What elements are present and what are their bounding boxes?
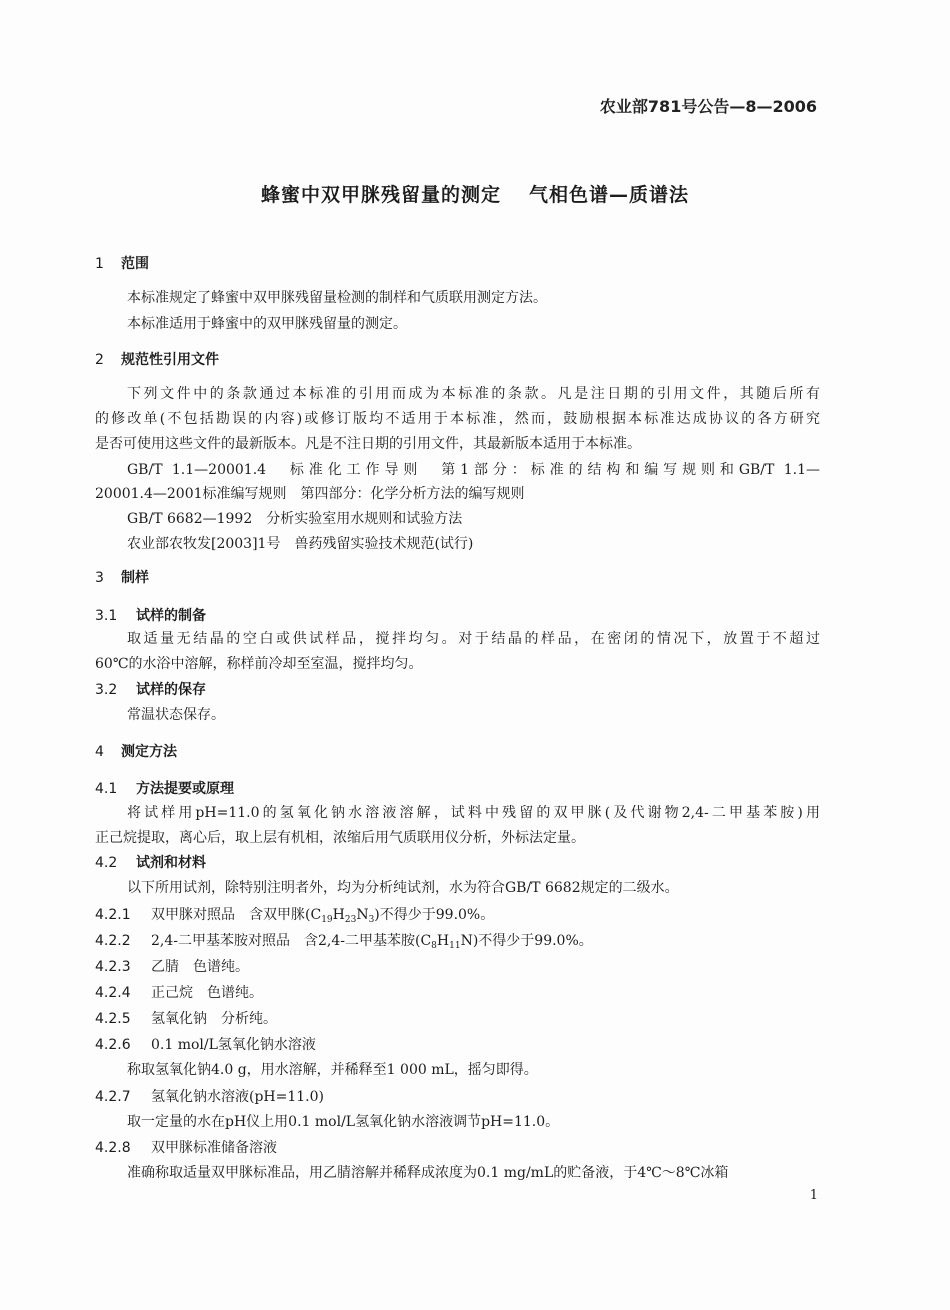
paragraph-line: 的修改单(不包括勘误的内容)或修订版均不适用于本标准，然而，鼓励根据本标准达成协议的各方研究 bbox=[95, 411, 820, 427]
page-number: 1 bbox=[809, 1188, 818, 1203]
paragraph: 以下所用试剂，除特别注明者外，均为分析纯试剂，水为符合GB/T 6682规定的二级水。 bbox=[127, 880, 679, 896]
list-item: 4.2.7 氢氧化钠水溶液(pH=11.0) bbox=[95, 1089, 324, 1105]
paragraph: 本标准规定了蜂蜜中双甲脒残留量检测的制样和气质联用测定方法。 bbox=[127, 290, 547, 306]
list-item: 4.2.1 双甲脒对照品 含双甲脒$(C_{19}H_{23}N_3)$不得少于99.0%。 bbox=[95, 907, 495, 925]
reference-line: GB/T 6682—1992 分析实验室用水规则和试验方法 bbox=[127, 511, 463, 527]
subsection-heading: 3.2 试样的保存 bbox=[95, 682, 206, 698]
paragraph: 本标准适用于蜂蜜中的双甲脒残留量的测定。 bbox=[127, 316, 407, 332]
section-heading: 2 规范性引用文件 bbox=[95, 352, 219, 368]
title-part2: 气相色谱—质谱法 bbox=[529, 184, 690, 206]
list-item: 4.2.8 双甲脒标准储备溶液 bbox=[95, 1140, 277, 1156]
list-item: 4.2.4 正己烷 色谱纯。 bbox=[95, 985, 263, 1001]
subsection-heading: 4.2 试剂和材料 bbox=[95, 855, 206, 871]
paragraph: 取一定量的水在pH仪上用0.1 mol/L氢氧化钠水溶液调节pH=11.0。 bbox=[127, 1114, 560, 1130]
paragraph: 称取氢氧化钠4.0 g，用水溶解，并稀释至1 000 mL，摇匀即得。 bbox=[127, 1062, 538, 1078]
list-item: 4.2.2 2,4-二甲基苯胺对照品 含2,4-二甲基苯胺$(C_8H_{11}N)$不得少于99.0%。 bbox=[95, 933, 593, 951]
list-item: 4.2.6 0.1 mol/L氢氧化钠水溶液 bbox=[95, 1037, 316, 1053]
subsection-heading: 4.1 方法提要或原理 bbox=[95, 781, 234, 797]
title-part1: 蜂蜜中双甲脒残留量的测定 bbox=[260, 184, 501, 206]
paragraph: 常温状态保存。 bbox=[127, 707, 225, 723]
list-item: 4.2.3 乙腈 色谱纯。 bbox=[95, 959, 249, 975]
paragraph-line: 是否可使用这些文件的最新版本。凡是不注日期的引用文件，其最新版本适用于本标准。 bbox=[95, 436, 641, 452]
subsection-heading: 3.1 试样的制备 bbox=[95, 608, 206, 624]
reference-line: 20001.4—2001标准编写规则 第四部分：化学分析方法的编写规则 bbox=[95, 486, 525, 502]
section-heading: 3 制样 bbox=[95, 570, 149, 586]
reference-line: GB/T 1.1—20001.4 标准化工作导则 第1部分：标准的结构和编写规则和GB/T 1.1— bbox=[127, 462, 820, 478]
reference-line: 农业部农牧发[2003]1号 兽药残留实验技术规范(试行) bbox=[127, 536, 474, 552]
document-number: 农业部781号公告—8—2006 bbox=[599, 97, 817, 116]
paragraph-line: 取适量无结晶的空白或供试样品，搅拌均匀。对于结晶的样品，在密闭的情况下，放置于不超过 bbox=[127, 631, 820, 647]
paragraph-line: 下列文件中的条款通过本标准的引用而成为本标准的条款。凡是注日期的引用文件，其随后所有 bbox=[127, 386, 820, 402]
paragraph-line: 正己烷提取，离心后，取上层有机相，浓缩后用气质联用仪分析，外标法定量。 bbox=[95, 830, 585, 846]
paragraph-line: 60℃的水浴中溶解，称样前冷却至室温，搅拌均匀。 bbox=[95, 656, 423, 672]
list-item: 4.2.5 氢氧化钠 分析纯。 bbox=[95, 1011, 277, 1027]
section-heading: 1 范围 bbox=[95, 256, 149, 272]
section-heading: 4 测定方法 bbox=[95, 744, 177, 760]
page-title bbox=[0, 180, 950, 207]
paragraph-line: 将试样用pH=11.0的氢氧化钠水溶液溶解，试料中残留的双甲脒(及代谢物2,4-二甲基苯胺)用 bbox=[127, 805, 820, 821]
paragraph: 准确称取适量双甲脒标准品，用乙腈溶解并稀释成浓度为0.1 mg/mL的贮备液，于4℃～8℃冰箱 bbox=[127, 1165, 729, 1181]
